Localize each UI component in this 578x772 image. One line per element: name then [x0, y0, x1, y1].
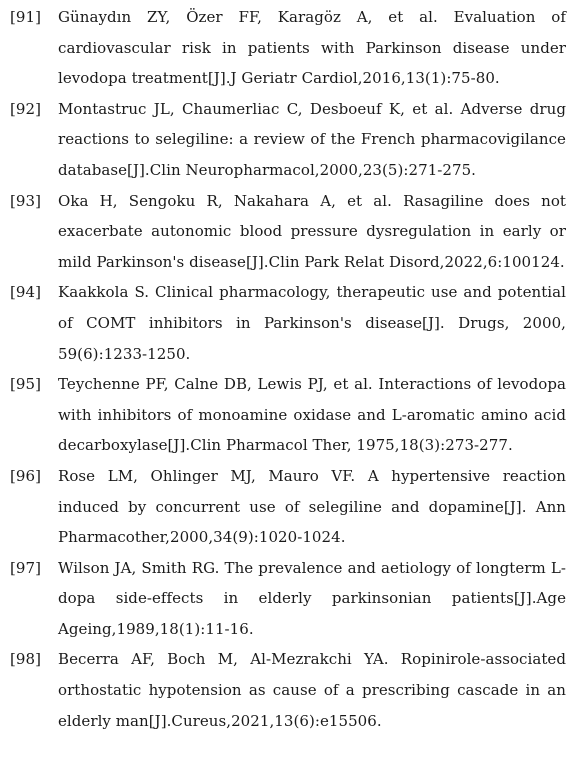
- reference-text: Oka H, Sengoku R, Nakahara A, et al. Rasagiline does not exacerbate autonomic blood pressure dysregulation in early or mild Parkinson's disease[J].Clin Park Relat Disord,2022,6:100124.: [58, 191, 566, 271]
- reference-item: [10, 553, 566, 645]
- reference-text: Becerra AF, Boch M, Al-Mezrakchi YA. Ropinirole-associated orthostatic hypotension as cause of a prescribing cascade in an elderly man[J].Cureus,2021,13(6):e15506.: [58, 650, 566, 730]
- reference-item: [10, 369, 566, 461]
- reference-item: [10, 644, 566, 736]
- reference-item: [10, 277, 566, 369]
- reference-item: [10, 186, 566, 278]
- reference-item: [10, 461, 566, 553]
- reference-number: [94]: [10, 283, 41, 302]
- reference-list: [10, 2, 566, 736]
- reference-text: Montastruc JL, Chaumerliac C, Desboeuf K, et al. Adverse drug reactions to selegiline: a review of the French pharmacovigilance database[J].Clin Neuropharmacol,2000,23(5):271-275.: [58, 99, 566, 179]
- reference-item: [10, 2, 566, 94]
- reference-number: [98]: [10, 650, 41, 669]
- reference-number: [92]: [10, 99, 41, 118]
- reference-number: [95]: [10, 375, 41, 394]
- reference-text: Wilson JA, Smith RG. The prevalence and aetiology of longterm L-dopa side-effects in elderly parkinsonian patients[J].Age Ageing,1989,18(1):11-16.: [58, 558, 566, 638]
- reference-text: Rose LM, Ohlinger MJ, Mauro VF. A hypertensive reaction induced by concurrent use of selegiline and dopamine[J]. Ann Pharmacother,2000,34(9):1020-1024.: [58, 466, 566, 547]
- reference-text: Günaydın ZY, Özer FF, Karagöz A, et al. Evaluation of cardiovascular risk in patients with Parkinson disease under levodopa treatment[J].J Geriatr Cardiol,2016,13(1):75-80.: [58, 8, 566, 88]
- reference-number: [93]: [10, 191, 41, 210]
- reference-text: Teychenne PF, Calne DB, Lewis PJ, et al. Interactions of levodopa with inhibitors of monoamine oxidase and L-aromatic amino acid decarboxylase[J].Clin Pharmacol Ther, 1975,18(3):273-277.: [58, 375, 566, 455]
- reference-number: [91]: [10, 8, 41, 26]
- reference-text: Kaakkola S. Clinical pharmacology, therapeutic use and potential of COMT inhibitors in Parkinson's disease[J]. Drugs, 2000, 59(6):1233-1250.: [58, 283, 566, 363]
- reference-item: [10, 94, 566, 186]
- reference-number: [96]: [10, 466, 41, 485]
- reference-number: [97]: [10, 558, 41, 577]
